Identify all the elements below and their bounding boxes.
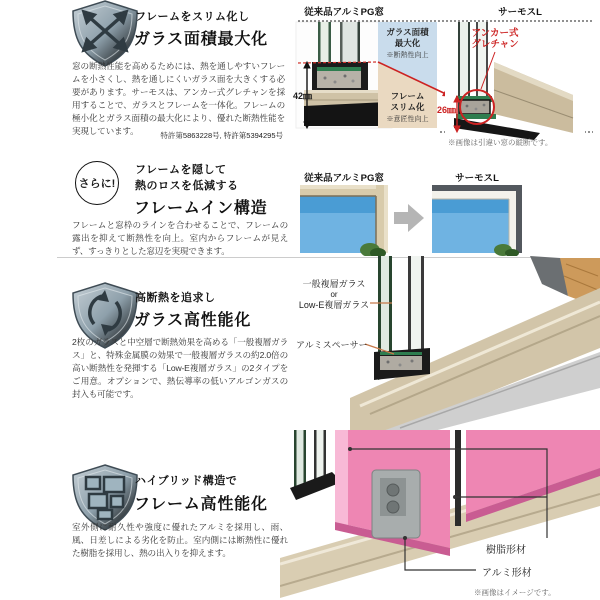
conventional-corner-photo (300, 185, 388, 256)
s2-title-large: フレームイン構造 (134, 200, 268, 217)
aluminum-material-label: アルミ形材 (482, 568, 532, 579)
hybrid-frame-photo (280, 430, 600, 598)
s1-footnote: ※画像は引違い窓の縦断です。 (448, 138, 553, 147)
s4-hybrid-cutaway-photo (280, 430, 600, 600)
s4-body: 室外側に耐久性や強度に優れたアルミを採用し、雨、風、日差しによる劣化を防止。室内側には断熱性に優れた樹脂を採用し、熱の出入りを抑えます。 (72, 522, 288, 558)
frame-slim-note: ※意匠性向上 (386, 116, 429, 123)
shield-expand-arrows-icon (70, 0, 140, 68)
s1-title-small: フレームをスリム化し (135, 11, 250, 23)
comparison-arrow-icon (394, 204, 424, 232)
s2-title-small-1: フレームを隠して (135, 164, 227, 176)
anchor-label-line1: アンカー式 (471, 28, 519, 39)
glass-max-box-text (378, 27, 437, 61)
s1-cross-section-diagram (290, 0, 600, 150)
s2-label-conventional: 従来品アルミPG窓 (304, 173, 384, 184)
leader-dot-1 (348, 447, 352, 451)
s3-title-large: ガラス高性能化 (134, 312, 252, 329)
glass-type-line2: or (330, 290, 338, 299)
s3-body: 2枚のガラスと中空層で断熱効果を高める「一般複層ガラス」と、特殊金属膜の効果で一般複層ガラスの約2.0倍の高い断熱性を発揮する「Low-E複層ガラス」の2タイプをご用意。オプションで、熱伝導率の低いアルゴンガスの封入も可能です。 (72, 337, 288, 399)
resin-material-label: 樹脂形材 (486, 545, 526, 556)
leader-dot-3 (403, 536, 407, 540)
s4-title-small: ハイブリッド構造で (135, 475, 238, 487)
s2-body: フレームと窓枠のラインを合わせることで、フレームの露出を抑えて断熱性を向上。室内からフレームが見えず、すっきりとした窓辺を実現できます。 (72, 220, 288, 256)
glass-max-line1: ガラス面積 (386, 27, 429, 37)
aluminum-cutaway-photo (350, 256, 600, 432)
frame-slim-line2: スリム化 (390, 102, 425, 112)
s4-title-large: フレーム高性能化 (134, 496, 268, 513)
glass-type-line1: 一般複層ガラス (302, 279, 366, 289)
dim-26mm-label: 26㎜ (437, 105, 457, 115)
s3-title-small: 高断熱を追求し (135, 292, 216, 304)
s1-patent-numbers: 特許第5863228号, 特許第5394295号 (160, 131, 283, 140)
anchor-gurechan-label (466, 28, 524, 50)
glass-type-line3: Low-E複層ガラス (298, 300, 370, 310)
frame-slim-box-text (378, 91, 437, 125)
s4-footnote: ※画像はイメージです。 (474, 588, 556, 597)
s1-body: 窓の断熱性能を高めるためには、熱を通しやすいフレームを小さくし、熱を通しにくいガラス面を大きくする必要があります。サーモスは、アンカー式グレチャンを採用することで、ガラスとフレームを一体化。フレームの極小化とガラス面積の最大化により、優れた断熱性能を実現しています。 (72, 61, 285, 136)
thermos-corner-photo (432, 185, 522, 256)
glass-max-note: ※断熱性向上 (386, 52, 429, 59)
glass-type-label (294, 279, 374, 310)
sarani-badge: さらに! (75, 161, 119, 205)
s2-label-thermos: サーモスL (455, 173, 499, 184)
dim-42mm-label: 42㎜ (293, 91, 313, 101)
leader-dot-2 (453, 495, 457, 499)
s2-title-small-2: 熱のロスを低減する (135, 180, 239, 192)
s1-label-thermos: サーモスL (498, 7, 542, 18)
frame-slim-line1: フレーム (390, 91, 425, 101)
s1-label-conventional: 従来品アルミPG窓 (304, 7, 384, 18)
anchor-label-line2: グレチャン (471, 39, 519, 50)
s1-title-large: ガラス面積最大化 (134, 31, 268, 48)
glass-max-line2: 最大化 (394, 38, 421, 48)
aluminum-spacer-label: アルミスペーサー (296, 340, 368, 350)
